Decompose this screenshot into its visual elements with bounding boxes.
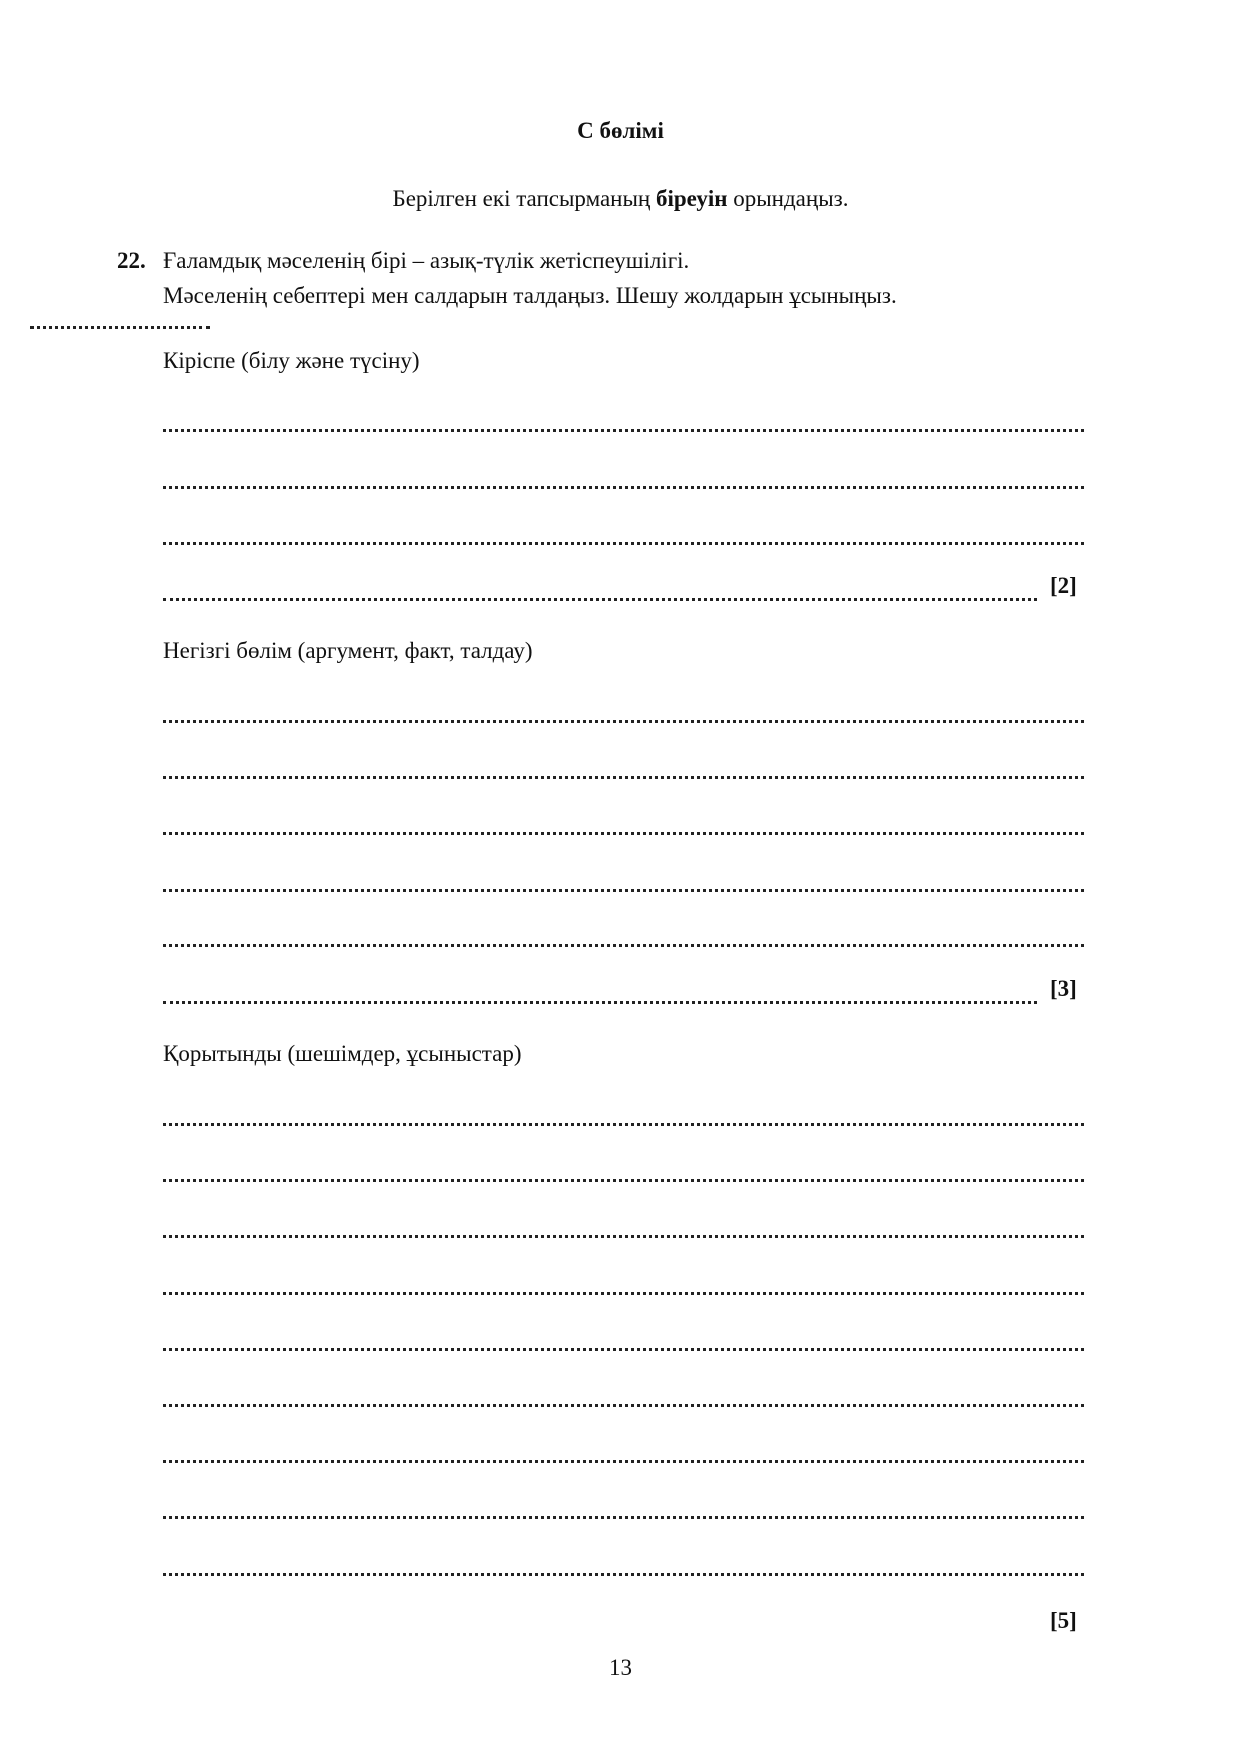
intro-heading: Кіріспе (білу және түсіну) — [163, 348, 420, 373]
question-text-line-1: Ғаламдық мәселенің бірі – азық-түлік жетіспеушілігі. — [163, 248, 690, 273]
answer-line[interactable] — [163, 598, 1037, 601]
answer-line[interactable] — [163, 776, 1084, 779]
answer-line[interactable] — [163, 1235, 1084, 1238]
answer-line[interactable] — [163, 1460, 1084, 1463]
answer-line[interactable] — [163, 1348, 1084, 1351]
instruction — [0, 186, 1241, 212]
answer-line[interactable] — [163, 889, 1084, 892]
section-title: С бөлімі — [577, 118, 664, 143]
answer-line[interactable] — [163, 429, 1084, 432]
conclusion-marks: [5] — [1050, 1608, 1077, 1633]
answer-line[interactable] — [163, 832, 1084, 835]
answer-line[interactable] — [163, 542, 1084, 545]
instruction-text-bold: біреуін — [656, 186, 728, 211]
answer-line[interactable] — [163, 1516, 1084, 1519]
answer-line[interactable] — [163, 1123, 1084, 1126]
page-number: 13 — [609, 1655, 632, 1680]
answer-line[interactable] — [163, 1179, 1084, 1182]
answer-line[interactable] — [163, 1404, 1084, 1407]
main-heading: Негізгі бөлім (аргумент, факт, талдау) — [163, 638, 533, 663]
instruction-text-after: орындаңыз. — [727, 186, 849, 211]
main-marks: [3] — [1050, 976, 1077, 1001]
answer-line[interactable] — [163, 1001, 1037, 1004]
answer-line[interactable] — [163, 1292, 1084, 1295]
instruction-text-before: Берілген екі тапсырманың — [392, 186, 656, 211]
question-number: 22. — [117, 248, 146, 273]
question-text-line-2: Мәселенің себептері мен салдарын талдаңыз. Шешу жолдарын ұсыныңыз. — [163, 283, 897, 308]
answer-line[interactable] — [163, 720, 1084, 723]
conclusion-heading: Қорытынды (шешімдер, ұсыныстар) — [163, 1041, 522, 1066]
answer-line[interactable] — [163, 1573, 1084, 1576]
answer-line[interactable] — [163, 486, 1084, 489]
intro-marks: [2] — [1050, 573, 1077, 598]
margin-dotted-line — [30, 326, 210, 329]
answer-line[interactable] — [163, 944, 1084, 947]
